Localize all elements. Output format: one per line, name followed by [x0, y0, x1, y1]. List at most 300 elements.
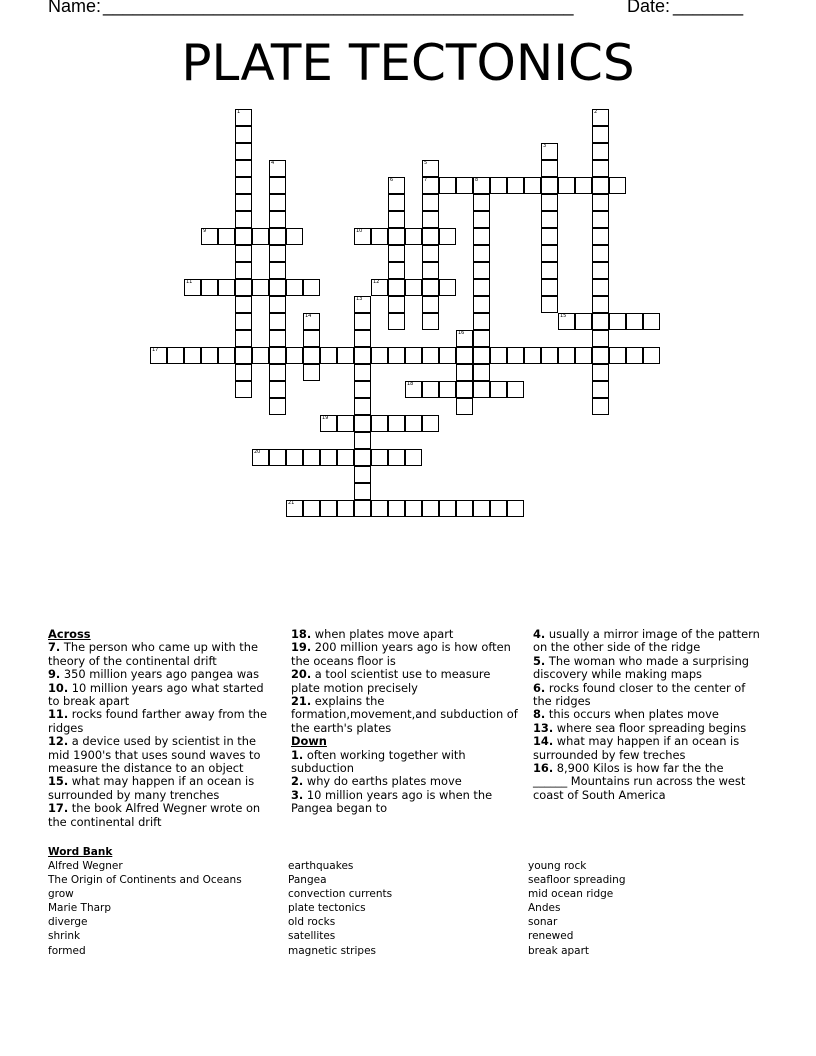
crossword-cell[interactable]	[269, 177, 286, 194]
clue-text: rocks found farther away from the ridges	[48, 707, 268, 735]
crossword-cell[interactable]	[235, 262, 252, 279]
crossword-cell[interactable]	[558, 177, 575, 194]
clue-number: 7	[424, 177, 428, 183]
crossword-cell[interactable]	[456, 500, 473, 517]
clue-number: 14.	[533, 734, 554, 749]
crossword-cell[interactable]	[541, 211, 558, 228]
word-bank-item: satellites	[288, 930, 336, 943]
crossword-cell[interactable]	[235, 245, 252, 262]
crossword-cell[interactable]	[541, 279, 558, 296]
crossword-cell[interactable]	[643, 313, 660, 330]
crossword-cell[interactable]	[473, 211, 490, 228]
crossword-cell[interactable]	[320, 449, 337, 466]
crossword-cell[interactable]	[490, 500, 507, 517]
crossword-cell[interactable]	[371, 415, 388, 432]
crossword-cell[interactable]	[354, 466, 371, 483]
crossword-cell[interactable]	[422, 177, 439, 194]
crossword-cell[interactable]	[422, 415, 439, 432]
clue-number: 7.	[48, 640, 61, 655]
crossword-cell[interactable]	[388, 211, 405, 228]
down-clue	[533, 722, 761, 735]
clue-number: 2.	[291, 774, 304, 789]
word-bank-item: seafloor spreading	[528, 874, 626, 887]
crossword-cell[interactable]	[541, 177, 558, 194]
crossword-cell[interactable]	[286, 228, 303, 245]
clue-number: 9	[203, 228, 207, 234]
crossword-cell[interactable]	[388, 347, 405, 364]
clue-text: what may happen if an ocean is surrounded by few treches	[533, 734, 740, 762]
crossword-cell[interactable]	[473, 381, 490, 398]
crossword-cell[interactable]	[371, 449, 388, 466]
crossword-cell[interactable]	[354, 415, 371, 432]
crossword-cell[interactable]	[422, 296, 439, 313]
crossword-cell[interactable]	[592, 381, 609, 398]
crossword-cell[interactable]	[371, 500, 388, 517]
crossword-cell[interactable]	[269, 330, 286, 347]
crossword-cell[interactable]	[473, 262, 490, 279]
crossword-cell[interactable]	[490, 381, 507, 398]
clue-number: 21.	[291, 694, 312, 709]
crossword-cell[interactable]	[473, 228, 490, 245]
crossword-cell[interactable]	[592, 160, 609, 177]
crossword-cell[interactable]	[150, 347, 167, 364]
crossword-cell[interactable]	[592, 143, 609, 160]
crossword-cell[interactable]	[473, 245, 490, 262]
clue-number: 19	[322, 415, 329, 421]
clue-number: 10	[356, 228, 363, 234]
clue-number: 5	[424, 160, 428, 166]
across-clue	[48, 682, 276, 709]
clue-number: 19.	[291, 640, 312, 655]
crossword-cell[interactable]	[507, 500, 524, 517]
crossword-cell[interactable]	[541, 194, 558, 211]
crossword-cell[interactable]	[354, 330, 371, 347]
crossword-cell[interactable]	[592, 313, 609, 330]
crossword-cell[interactable]	[286, 347, 303, 364]
crossword-cell[interactable]	[405, 381, 422, 398]
clue-number: 3.	[291, 787, 304, 802]
clue-number: 18	[407, 381, 414, 387]
crossword-cell[interactable]	[592, 330, 609, 347]
clue-number: 18.	[291, 627, 312, 641]
word-bank-item: shrink	[48, 930, 81, 943]
crossword-cell[interactable]	[303, 330, 320, 347]
clue-text: the book Alfred Wegner wrote on the continental drift	[48, 801, 261, 829]
crossword-cell[interactable]	[354, 347, 371, 364]
crossword-cell[interactable]	[235, 126, 252, 143]
crossword-cell[interactable]	[218, 228, 235, 245]
crossword-cell[interactable]	[541, 262, 558, 279]
crossword-cell[interactable]	[235, 160, 252, 177]
crossword-cell[interactable]	[422, 381, 439, 398]
crossword-cell[interactable]	[167, 347, 184, 364]
word-bank-item: renewed	[528, 930, 574, 943]
crossword-cell[interactable]	[354, 483, 371, 500]
crossword-cell[interactable]	[337, 449, 354, 466]
crossword-cell[interactable]	[422, 245, 439, 262]
crossword-cell[interactable]	[456, 347, 473, 364]
crossword-cell[interactable]	[303, 347, 320, 364]
crossword-cell[interactable]	[269, 296, 286, 313]
crossword-cell[interactable]	[235, 194, 252, 211]
clue-number: 17	[152, 347, 159, 353]
crossword-cell[interactable]	[303, 279, 320, 296]
crossword-cell[interactable]	[184, 347, 201, 364]
crossword-cell[interactable]	[592, 398, 609, 415]
crossword-cell[interactable]	[371, 347, 388, 364]
crossword-cell[interactable]	[354, 500, 371, 517]
date-label: Date:	[627, 0, 671, 16]
crossword-cell[interactable]	[439, 500, 456, 517]
crossword-cell[interactable]	[354, 313, 371, 330]
crossword-cell[interactable]	[422, 313, 439, 330]
crossword-cell[interactable]	[388, 279, 405, 296]
across-heading: Across	[48, 627, 91, 641]
clue-text: when plates move apart	[311, 627, 454, 641]
crossword-cell[interactable]	[235, 279, 252, 296]
crossword-cell[interactable]	[524, 347, 541, 364]
crossword-cell[interactable]	[609, 347, 626, 364]
crossword-cell[interactable]	[405, 228, 422, 245]
clue-number: 17.	[48, 801, 69, 816]
crossword-cell[interactable]	[252, 279, 269, 296]
clue-text: what may happen if an ocean is surrounded by many trenches	[48, 774, 255, 802]
crossword-cell[interactable]	[609, 313, 626, 330]
crossword-cell[interactable]	[252, 449, 269, 466]
clue-number: 8.	[533, 707, 546, 722]
across-clue	[291, 668, 519, 695]
crossword-cell[interactable]	[558, 347, 575, 364]
crossword-cell[interactable]	[235, 347, 252, 364]
crossword-cell[interactable]	[439, 177, 456, 194]
crossword-cell[interactable]	[405, 415, 422, 432]
crossword-cell[interactable]	[354, 364, 371, 381]
crossword-cell[interactable]	[354, 228, 371, 245]
across-clue	[48, 641, 276, 668]
crossword-cell[interactable]	[269, 279, 286, 296]
crossword-cell[interactable]	[201, 228, 218, 245]
crossword-cell[interactable]	[269, 211, 286, 228]
crossword-cell[interactable]	[592, 194, 609, 211]
crossword-cell[interactable]	[592, 364, 609, 381]
crossword-cell[interactable]	[592, 228, 609, 245]
clue-text: 350 million years ago pangea was	[60, 667, 260, 682]
word-bank-item: sonar	[528, 916, 558, 929]
crossword-cell[interactable]	[490, 177, 507, 194]
clue-number: 3	[543, 143, 547, 149]
crossword-cell[interactable]	[473, 177, 490, 194]
crossword-cell[interactable]	[235, 211, 252, 228]
across-clue	[48, 775, 276, 802]
crossword-cell[interactable]	[422, 228, 439, 245]
crossword-cell[interactable]	[388, 500, 405, 517]
clue-number: 12	[373, 279, 380, 285]
crossword-cell[interactable]	[235, 296, 252, 313]
word-bank-column-2	[288, 859, 518, 958]
crossword-cell[interactable]	[320, 347, 337, 364]
crossword-cell[interactable]	[388, 296, 405, 313]
clue-number: 20	[254, 449, 261, 455]
crossword-cell[interactable]	[541, 228, 558, 245]
crossword-cell[interactable]	[405, 279, 422, 296]
word-bank	[48, 845, 768, 957]
crossword-cell[interactable]	[473, 330, 490, 347]
crossword-cell[interactable]	[235, 143, 252, 160]
across-clue	[48, 735, 276, 775]
crossword-cell[interactable]	[235, 177, 252, 194]
clue-text: 200 million years ago is how often the oceans floor is	[291, 640, 511, 668]
crossword-cell[interactable]	[405, 449, 422, 466]
word-bank-item: Marie Tharp	[48, 902, 112, 915]
crossword-cell[interactable]	[592, 109, 609, 126]
crossword-cell[interactable]	[456, 177, 473, 194]
clue-text: The woman who made a surprising discovery while making maps	[533, 653, 750, 682]
crossword-cell[interactable]	[473, 347, 490, 364]
crossword-cell[interactable]	[235, 330, 252, 347]
clue-text: usually a mirror image of the pattern on the other side of the ridge	[533, 627, 760, 655]
crossword-cell[interactable]	[388, 177, 405, 194]
crossword-cell[interactable]	[303, 364, 320, 381]
clue-number: 20.	[291, 667, 312, 682]
crossword-cell[interactable]	[422, 279, 439, 296]
crossword-cell[interactable]	[218, 279, 235, 296]
crossword-cell[interactable]	[354, 398, 371, 415]
crossword-cell[interactable]	[286, 500, 303, 517]
crossword-cell[interactable]	[354, 296, 371, 313]
across-clue	[48, 708, 276, 735]
crossword-cell[interactable]	[252, 228, 269, 245]
across-clue	[48, 802, 276, 829]
clue-number: 13.	[533, 720, 554, 735]
crossword-cell[interactable]	[371, 279, 388, 296]
clue-number: 4	[271, 160, 275, 166]
clue-number: 11	[186, 279, 193, 285]
crossword-cell[interactable]	[541, 296, 558, 313]
crossword-cell[interactable]	[422, 500, 439, 517]
crossword-cell[interactable]	[473, 296, 490, 313]
crossword-cell[interactable]	[405, 347, 422, 364]
crossword-cell[interactable]	[252, 347, 269, 364]
down-clue	[291, 775, 519, 788]
down-clue	[533, 682, 761, 709]
crossword-cell[interactable]	[592, 126, 609, 143]
clue-number: 12.	[48, 734, 69, 749]
crossword-cell[interactable]	[422, 211, 439, 228]
crossword-cell[interactable]	[235, 109, 252, 126]
date-field[interactable]: _______	[673, 0, 744, 16]
crossword-cell[interactable]	[473, 500, 490, 517]
crossword-cell[interactable]	[371, 228, 388, 245]
crossword-cell[interactable]	[439, 347, 456, 364]
crossword-cell[interactable]	[388, 228, 405, 245]
crossword-cell[interactable]	[303, 313, 320, 330]
crossword-cell[interactable]	[592, 177, 609, 194]
clue-text: this occurs when plates move	[545, 707, 719, 722]
clue-text: explains the formation,movement,and subduction of the earth's plates	[291, 694, 518, 735]
down-clues-part-2	[533, 628, 761, 802]
crossword-cell[interactable]	[235, 313, 252, 330]
crossword-cell[interactable]	[320, 500, 337, 517]
down-clue	[533, 762, 761, 802]
crossword-cell[interactable]	[439, 279, 456, 296]
down-clue	[533, 655, 761, 682]
clue-number: 8	[475, 177, 479, 183]
crossword-cell[interactable]	[592, 347, 609, 364]
crossword-cell[interactable]	[541, 160, 558, 177]
down-clue	[291, 749, 519, 776]
clue-number: 4.	[533, 627, 546, 641]
crossword-cell[interactable]	[320, 415, 337, 432]
clue-text: 10 million years ago is when the Pangea began to	[291, 787, 493, 816]
crossword-cell[interactable]	[405, 500, 422, 517]
clue-text: The person who came up with the theory of the continental drift	[48, 640, 258, 668]
crossword-cell[interactable]	[269, 398, 286, 415]
down-heading: Down	[291, 734, 327, 749]
crossword-cell[interactable]	[269, 194, 286, 211]
crossword-cell[interactable]	[626, 347, 643, 364]
crossword-cell[interactable]	[269, 381, 286, 398]
crossword-cell[interactable]	[269, 364, 286, 381]
name-field[interactable]: _______________________________________________	[103, 0, 574, 16]
clue-text: rocks found closer to the center of the ridges	[533, 680, 746, 709]
crossword-cell[interactable]	[354, 432, 371, 449]
across-clue	[291, 695, 519, 735]
crossword-cell[interactable]	[337, 415, 354, 432]
clue-number: 11.	[48, 707, 69, 722]
crossword-cell[interactable]	[456, 381, 473, 398]
clue-number: 15.	[48, 774, 69, 789]
crossword-cell[interactable]	[337, 500, 354, 517]
across-clue	[291, 628, 519, 641]
crossword-cell[interactable]	[354, 449, 371, 466]
crossword-cell[interactable]	[269, 449, 286, 466]
clue-column-3	[533, 628, 761, 802]
crossword-cell[interactable]	[558, 313, 575, 330]
clue-number: 1.	[291, 747, 304, 762]
crossword-cell[interactable]	[626, 313, 643, 330]
clue-number: 2	[594, 109, 598, 115]
crossword-cell[interactable]	[235, 228, 252, 245]
clue-number: 6	[390, 177, 394, 183]
crossword-cell[interactable]	[303, 500, 320, 517]
crossword-cell[interactable]	[592, 296, 609, 313]
clue-column-2	[291, 628, 519, 816]
crossword-cell[interactable]	[439, 228, 456, 245]
clue-text: where sea floor spreading begins	[553, 720, 747, 735]
clue-text: a tool scientist use to measure plate motion precisely	[291, 667, 491, 695]
crossword-cell[interactable]	[473, 279, 490, 296]
word-bank-item: Andes	[528, 902, 561, 915]
word-bank-item: break apart	[528, 944, 590, 957]
clue-number: 5.	[533, 653, 546, 668]
crossword-cell[interactable]	[439, 381, 456, 398]
crossword-cell[interactable]	[388, 245, 405, 262]
clue-number: 16.	[533, 761, 554, 776]
crossword-cell[interactable]	[269, 313, 286, 330]
crossword-cell[interactable]	[269, 160, 286, 177]
crossword-cell[interactable]	[575, 177, 592, 194]
crossword-cell[interactable]	[269, 245, 286, 262]
crossword-cell[interactable]	[422, 347, 439, 364]
word-bank-item: diverge	[48, 916, 88, 929]
crossword-cell[interactable]	[507, 177, 524, 194]
crossword-cell[interactable]	[269, 228, 286, 245]
crossword-cell[interactable]	[218, 347, 235, 364]
crossword-cell[interactable]	[575, 347, 592, 364]
crossword-cell[interactable]	[388, 262, 405, 279]
crossword-cell[interactable]	[422, 262, 439, 279]
clue-text: 8,900 Kilos is how far the the ______ Mountains run across the west coast of South America	[533, 761, 746, 802]
crossword-cell[interactable]	[235, 364, 252, 381]
down-clues-part-1	[291, 749, 519, 816]
word-bank-item: Alfred Wegner	[48, 860, 123, 872]
crossword-cell[interactable]	[388, 449, 405, 466]
crossword-cell[interactable]	[388, 313, 405, 330]
crossword-cell[interactable]	[473, 194, 490, 211]
crossword-cell[interactable]	[286, 449, 303, 466]
crossword-cell[interactable]	[507, 381, 524, 398]
crossword-cell[interactable]	[388, 194, 405, 211]
across-clues-part-2	[291, 628, 519, 735]
clue-number: 6.	[533, 680, 546, 695]
clue-number: 13	[356, 296, 363, 302]
crossword-cell[interactable]	[541, 347, 558, 364]
crossword-cell[interactable]	[575, 313, 592, 330]
crossword-cell[interactable]	[422, 194, 439, 211]
crossword-cell[interactable]	[592, 211, 609, 228]
crossword-cell[interactable]	[643, 347, 660, 364]
crossword-cell[interactable]	[354, 381, 371, 398]
clue-number: 1	[237, 109, 241, 115]
crossword-cell[interactable]	[456, 330, 473, 347]
crossword-cell[interactable]	[201, 347, 218, 364]
crossword-cell[interactable]	[592, 279, 609, 296]
clue-text: often working together with subduction	[291, 747, 466, 776]
crossword-cell[interactable]	[609, 177, 626, 194]
word-bank-item: formed	[48, 944, 86, 957]
crossword-cell[interactable]	[592, 245, 609, 262]
clue-number: 10.	[48, 680, 69, 695]
word-bank-item: magnetic stripes	[288, 944, 377, 957]
crossword-cell[interactable]	[490, 347, 507, 364]
crossword-cell[interactable]	[541, 245, 558, 262]
crossword-cell[interactable]	[303, 449, 320, 466]
down-clue	[533, 708, 761, 721]
crossword-cell[interactable]	[524, 177, 541, 194]
crossword-cell[interactable]	[337, 347, 354, 364]
crossword-cell[interactable]	[473, 313, 490, 330]
clue-number: 21	[288, 500, 295, 506]
crossword-cell[interactable]	[235, 381, 252, 398]
crossword-cell[interactable]	[507, 347, 524, 364]
down-clue	[533, 628, 761, 655]
crossword-cell[interactable]	[388, 415, 405, 432]
crossword-cell[interactable]	[286, 279, 303, 296]
crossword-cell[interactable]	[541, 143, 558, 160]
clue-number: 14	[305, 313, 312, 319]
crossword-cell[interactable]	[422, 160, 439, 177]
crossword-cell[interactable]	[269, 347, 286, 364]
crossword-cell[interactable]	[201, 279, 218, 296]
crossword-cell[interactable]	[456, 398, 473, 415]
crossword-cell[interactable]	[456, 364, 473, 381]
crossword-cell[interactable]	[473, 364, 490, 381]
clue-text: why do earths plates move	[303, 774, 462, 789]
crossword-cell[interactable]	[592, 262, 609, 279]
crossword-cell[interactable]	[269, 262, 286, 279]
word-bank-item: grow	[48, 888, 74, 901]
crossword-cell[interactable]	[184, 279, 201, 296]
